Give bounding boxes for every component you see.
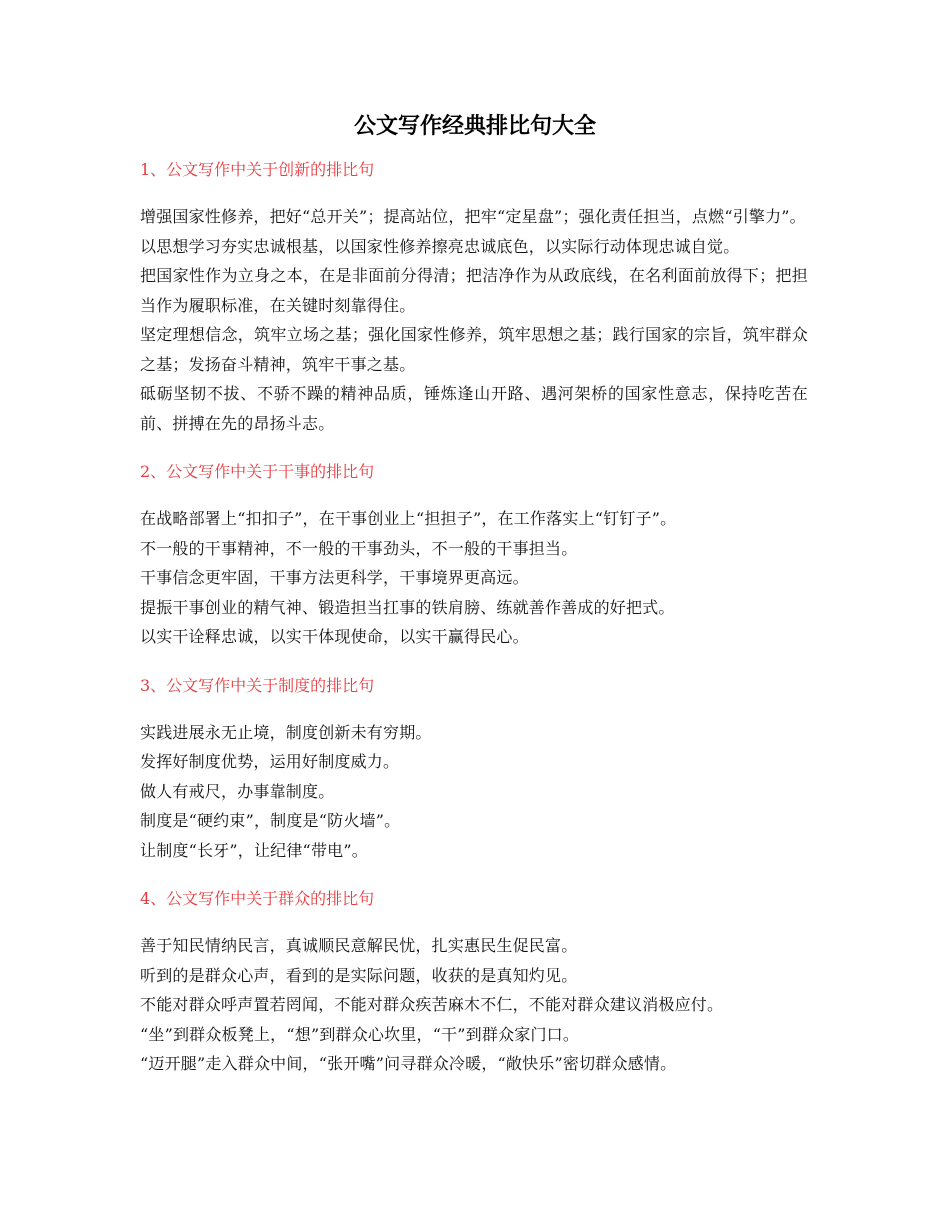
paragraph: 把国家性作为立身之本，在是非面前分得清；把洁净作为从政底线，在名利面前放得下；把担当作为履职标准，在关键时刻靠得住。 [140, 266, 808, 315]
paragraph: 坚定理想信念，筑牢立场之基；强化国家性修养，筑牢思想之基；践行国家的宗旨，筑牢群众之基；发扬奋斗精神，筑牢干事之基。 [140, 325, 808, 374]
paragraph: “迈开腿”走入群众中间，“张开嘴”问寻群众冷暖，“敞快乐”密切群众感情。 [140, 1054, 677, 1073]
paragraph: 在战略部署上“扣扣子”，在干事创业上“担担子”，在工作落实上“钉钉子”。 [140, 509, 677, 528]
paragraph: 以思想学习夯实忠诚根基，以国家性修养擦亮忠诚底色，以实际行动体现忠诚自觉。 [140, 236, 740, 256]
paragraph: 以实干诠释忠诚，以实干体现使命，以实干赢得民心。 [140, 627, 529, 646]
section-body [140, 202, 808, 438]
paragraph: 增强国家性修养，把好“总开关”；提高站位，把牢“定星盘”；强化责任担当，点燃“引擎力”。 [140, 207, 806, 226]
paragraph: 干事信念更牢固，干事方法更科学，干事境界更高远。 [140, 568, 529, 587]
paragraph: 实践进展永无止境，制度创新未有穷期。 [140, 722, 432, 742]
paragraph: 制度是“硬约束”，制度是“防火墙”。 [140, 811, 401, 830]
paragraph: 做人有戒尺，办事靠制度。 [140, 781, 335, 801]
section-innovation [140, 158, 808, 438]
paragraph: 不能对群众呼声置若罔闻，不能对群众疾苦麻木不仁，不能对群众建议消极应付。 [140, 995, 724, 1014]
paragraph: 提振干事创业的精气神、锻造担当扛事的铁肩膀、练就善作善成的好把式。 [140, 597, 675, 617]
section-masses [140, 887, 808, 1079]
section-heading: 2、公文写作中关于干事的排比句 [140, 462, 375, 481]
document-content [140, 158, 808, 1101]
section-body [140, 718, 808, 866]
paragraph: 让制度“长牙”，让纪律“带电”。 [140, 840, 368, 860]
section-heading: 3、公文写作中关于制度的排比句 [140, 675, 375, 695]
paragraph: 发挥好制度优势，运用好制度威力。 [140, 752, 400, 771]
section-institution [140, 674, 808, 866]
paragraph: “坐”到群众板凳上，“想”到群众心坎里，“干”到群众家门口。 [140, 1024, 580, 1044]
section-body [140, 504, 808, 652]
paragraph: 善于知民情纳民言，真诚顺民意解民忧，扎实惠民生促民富。 [140, 936, 578, 955]
section-work [140, 460, 808, 652]
section-heading: 4、公文写作中关于群众的排比句 [140, 889, 375, 908]
paragraph: 听到的是群众心声，看到的是实际问题，收获的是真知灼见。 [140, 965, 578, 985]
document-title: 公文写作经典排比句大全 [353, 114, 596, 139]
section-body [140, 931, 808, 1079]
paragraph: 不一般的干事精神，不一般的干事劲头，不一般的干事担当。 [140, 538, 578, 558]
paragraph: 砥砺坚韧不拔、不骄不躁的精神品质，锤炼逢山开路、遇河架桥的国家性意志，保持吃苦在前、拼搏在先的昂扬斗志。 [140, 384, 808, 433]
section-heading: 1、公文写作中关于创新的排比句 [140, 160, 375, 179]
